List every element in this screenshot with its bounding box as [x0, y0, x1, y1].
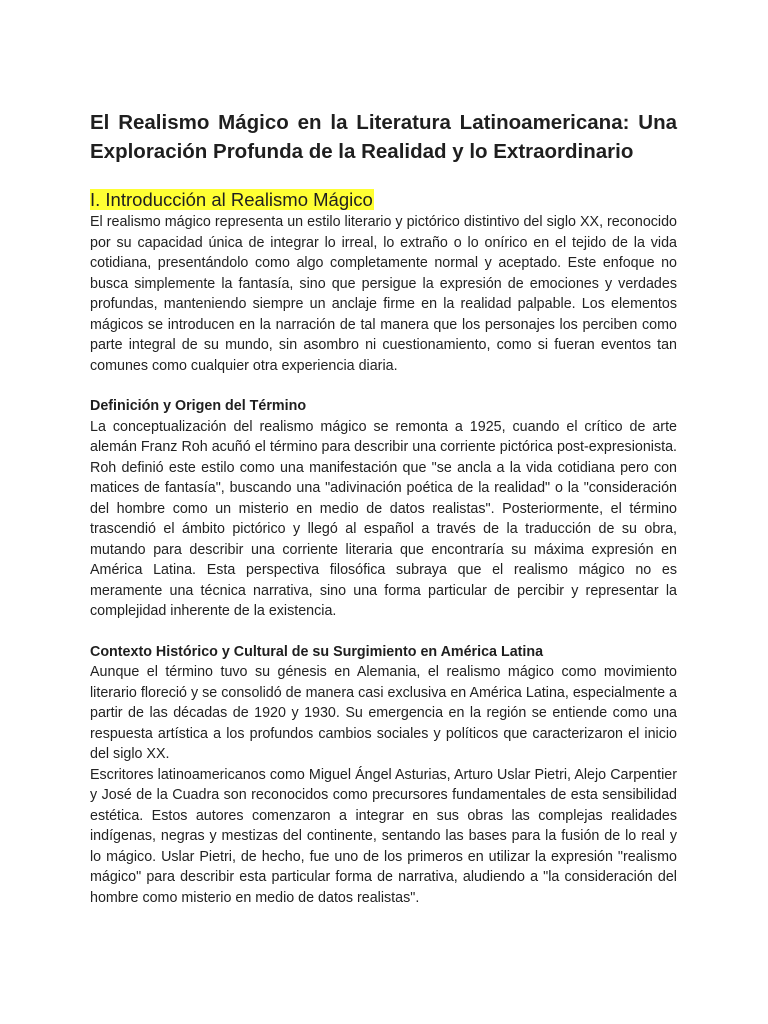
subsection-heading-contexto: Contexto Histórico y Cultural de su Surgimiento en América Latina: [90, 643, 544, 660]
highlighted-heading-text: I. Introducción al Realismo Mágico: [90, 189, 373, 210]
document-page: [90, 108, 677, 908]
section-heading: [90, 188, 677, 212]
subsection-heading-definicion: Definición y Origen del Término: [90, 398, 307, 414]
paragraph-definicion: La conceptualización del realismo mágico se remonta a 1925, cuando el crítico de arte alemán Franz Roh acuñó el término para describir una corriente pictórica post-expresionista. Roh definió este estilo como una manifestación que "se ancla a la vida cotidiana pero con matices de fantasía", buscando una "adivinación poética de la realidad" o la "consideración del hombre como un misterio en medio de datos realistas". Posteriormente, el término trascendió el ámbito pictórico y llegó al español a través de la traducción de su obra, mutando para describir una corriente literaria que encontraría su máxima expresión en América Latina. Esta perspectiva filosófica subraya que el realismo mágico no es meramente una técnica narrativa, sino una forma particular de percibir y representar la complejidad inherente de la existencia.: [90, 418, 677, 619]
paragraph-contexto-1: Aunque el término tuvo su génesis en Alemania, el realismo mágico como movimiento literario floreció y se consolidó de manera casi exclusiva en América Latina, especialmente a partir de las décadas de 1920 y 1930. Su emergencia en la región se entiende como una respuesta artística a los profundos cambios sociales y políticos que caracterizaron el inicio del siglo XX.: [90, 664, 677, 762]
intro-paragraph: El realismo mágico representa un estilo literario y pictórico distintivo del siglo XX, reconocido por su capacidad única de integrar lo irreal, lo extraño o lo onírico en el tejido de la vida cotidiana, presentándolo como algo completamente normal y aceptado. Este enfoque no busca simplemente la fantasía, sino que persigue la expresión de emociones y verdades profundas, manteniendo siempre un anclaje firme en la realidad palpable. Los elementos mágicos se introducen en la narración de tal manera que los personajes los perciben como parte integral de su mundo, sin asombro ni cuestionamiento, como si fueran eventos tan comunes como cualquier otra experiencia diaria.: [90, 214, 677, 374]
document-title: El Realismo Mágico en la Literatura Latinoamericana: Una Exploración Profunda de la Realidad y lo Extraordinario: [90, 111, 677, 163]
paragraph-contexto-2: Escritores latinoamericanos como Miguel Ángel Asturias, Arturo Uslar Pietri, Alejo Carpentier y José de la Cuadra son reconocidos como precursores fundamentales de esta sensibilidad estética. Estos autores comenzaron a integrar en sus obras las complejas realidades indígenas, negras y mestizas del continente, sentando las bases para la fusión de lo real y lo mágico. Uslar Pietri, de hecho, fue uno de los primeros en utilizar la expresión "realismo mágico" para describir esta particular forma de narrativa, aludiendo a "la consideración del hombre como misterio en medio de datos realistas".: [90, 766, 677, 906]
